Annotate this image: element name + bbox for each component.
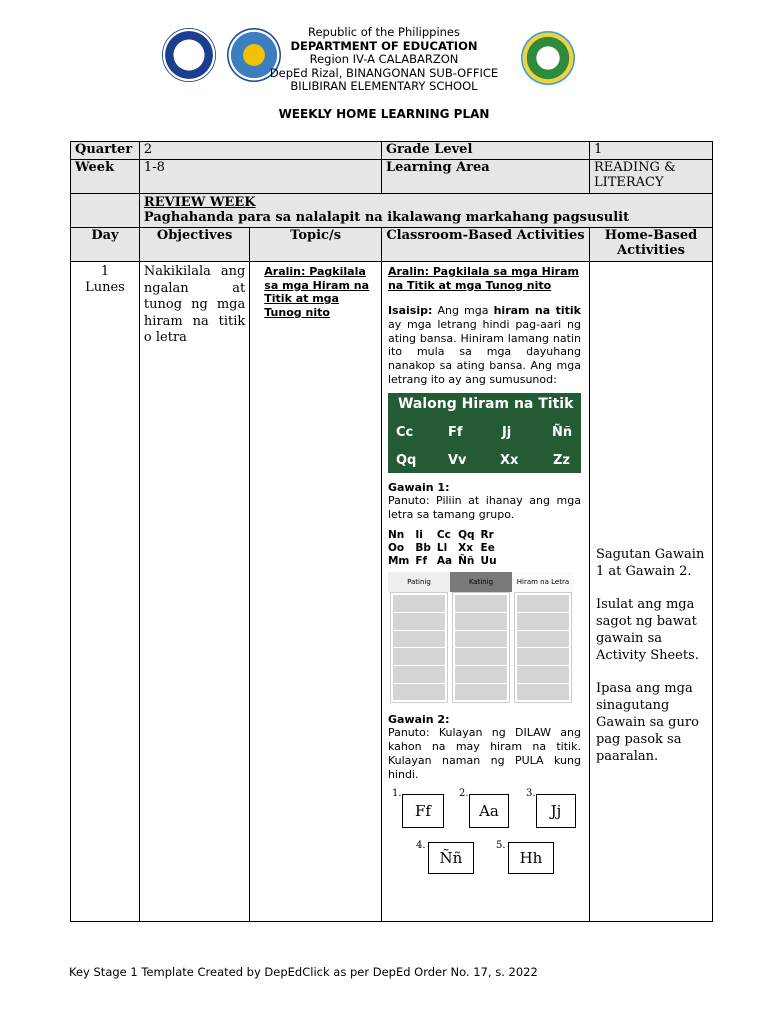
lesson-row [71, 262, 713, 922]
patinig-header: Patinig [388, 572, 450, 592]
letter: Ff [415, 555, 428, 568]
banner-title: Walong Hiram na Titik [397, 395, 574, 412]
school-line: BILIBIRAN ELEMENTARY SCHOOL [290, 79, 478, 94]
banner-letter: Jj [501, 424, 512, 440]
gawain1-title: Gawain 1: [387, 480, 450, 494]
banner-letter: Cc [395, 424, 414, 440]
review-cell [139, 194, 712, 228]
letter: Bb [415, 542, 431, 555]
isaisip-pre: Ang mga [437, 304, 489, 317]
region-line: Region IV-A CALABARZON [309, 52, 459, 67]
isaisip-post: ay mga letrang hindi pag-aari ng ating bansa. Hiniram lamang natin ito mula sa mga dayuhang nanakop sa ating bansa. Ang mga letrang ito ay ang sumusunod: [387, 317, 581, 386]
letter-box: Ff [402, 794, 444, 828]
letter-box: Aa [469, 794, 509, 828]
home-cell [589, 262, 712, 922]
katinig-column [452, 592, 510, 703]
topic-cell [250, 262, 382, 922]
letter: Ee [480, 542, 495, 555]
letter: Ii [415, 529, 423, 542]
aralin-heading: Aralin: Pagkilala sa mga Hiram na Titik at mga Tunog nito [387, 265, 579, 292]
letter: Ññ [458, 555, 475, 568]
area-value: READING & LITERACY [589, 160, 712, 194]
letter-box: Hh [508, 842, 554, 874]
home-instruction-2: Isulat ang mga sagot ng bawat gawain sa Activity Sheets. [595, 597, 699, 663]
letter: Xx [458, 542, 473, 555]
letter: Rr [480, 529, 494, 542]
letter: Uu [480, 555, 497, 568]
isaisip-paragraph [388, 304, 581, 387]
isaisip-label: Isaisip: [387, 304, 433, 317]
review-title: REVIEW WEEK [143, 195, 256, 210]
grade-value: 1 [589, 142, 712, 160]
week-label: Week [71, 160, 140, 194]
sorting-chart-header [388, 572, 574, 592]
letter-box: Ññ [428, 842, 474, 874]
letter: Aa [436, 555, 453, 568]
gawain1-instructions: Panuto: Piliin at ihanay ang mga letra sa tamang grupo. [387, 493, 581, 521]
letter: Oo [387, 542, 405, 555]
box-number: 5. [495, 839, 506, 851]
letter: Ll [436, 542, 448, 555]
info-row-quarter [71, 142, 713, 160]
republic-line: Republic of the Philippines [307, 25, 461, 39]
letter: Qq [458, 529, 475, 542]
home-instruction-3: Ipasa ang mga sinagutang Gawain sa guro pag pasok sa paaralan. [595, 681, 699, 764]
column-header-row [71, 228, 713, 262]
col-day: Day [71, 228, 140, 262]
letter: Cc [436, 529, 451, 542]
review-blank [71, 194, 140, 228]
letter-grid-row [388, 529, 503, 542]
week-value: 1-8 [139, 160, 381, 194]
quarter-label: Quarter [71, 142, 140, 160]
box-number: 1. [391, 787, 402, 799]
home-instruction-1: Sagutan Gawain 1 at Gawain 2. [595, 547, 705, 579]
day-cell [71, 262, 140, 922]
area-label: Learning Area [381, 160, 589, 194]
classroom-cell [381, 262, 589, 922]
info-row-week [71, 160, 713, 194]
sorting-chart [388, 572, 574, 703]
letter: Mm [387, 555, 410, 568]
borrowed-letters-banner [388, 393, 581, 473]
day-name: Lunes [85, 280, 125, 295]
col-objectives: Objectives [139, 228, 249, 262]
office-line: DepEd Rizal, BINANGONAN SUB-OFFICE [269, 65, 499, 80]
banner-letter: Vv [447, 452, 467, 468]
banner-letter: Ff [447, 424, 463, 440]
coloring-boxes [388, 782, 581, 882]
banner-letter: Qq [395, 452, 417, 468]
letter-box: Jj [536, 794, 576, 828]
objective-text: Nakikilala ang ngalan at tunog ng mga hiram na titik o letra [143, 264, 246, 345]
hiram-header: Hiram na Letra [512, 572, 574, 592]
review-row [71, 194, 713, 228]
box-number: 3. [525, 787, 536, 799]
letter: Nn [387, 529, 405, 542]
learning-plan-table [70, 141, 713, 922]
quarter-value: 2 [139, 142, 381, 160]
box-number: 2. [458, 787, 469, 799]
letter-grid-row [388, 542, 503, 555]
hiram-column [514, 592, 572, 703]
col-home: Home-Based Activities [589, 228, 712, 262]
banner-letter: Ññ [551, 424, 573, 440]
review-subtitle: Paghahanda para sa nalalapit na ikalawang markahang pagsusulit [143, 210, 630, 225]
box-number: 4. [415, 839, 426, 851]
patinig-column [390, 592, 448, 703]
gawain2-instructions: Panuto: Kulayan ng DILAW ang kahon na may hiram na titik. Kulayan naman ng PULA kung hindi. [387, 726, 581, 781]
banner-letter: Zz [552, 452, 570, 468]
objective-cell [139, 262, 249, 922]
grade-label: Grade Level [381, 142, 589, 160]
footer-note: Key Stage 1 Template Created by DepEdClick as per DepEd Order No. 17, s. 2022 [69, 965, 538, 979]
col-topics: Topic/s [250, 228, 382, 262]
day-number: 1 [100, 264, 110, 279]
col-classroom: Classroom-Based Activities [381, 228, 589, 262]
sorting-chart-body [388, 592, 574, 703]
plan-title: WEEKLY HOME LEARNING PLAN [278, 107, 490, 121]
department-line: DEPARTMENT OF EDUCATION [290, 38, 478, 53]
katinig-header: Katinig [450, 572, 512, 592]
letter-grid-row [388, 555, 503, 568]
gawain2-title: Gawain 2: [387, 713, 450, 727]
isaisip-bold: hiram na titik [493, 304, 581, 317]
letter-grid [388, 529, 503, 568]
topic-text: Aralin: Pagkilala sa mga Hiram na Titik at mga Tunog nito [264, 265, 370, 319]
banner-letter: Xx [499, 452, 519, 468]
letterhead [0, 26, 768, 94]
